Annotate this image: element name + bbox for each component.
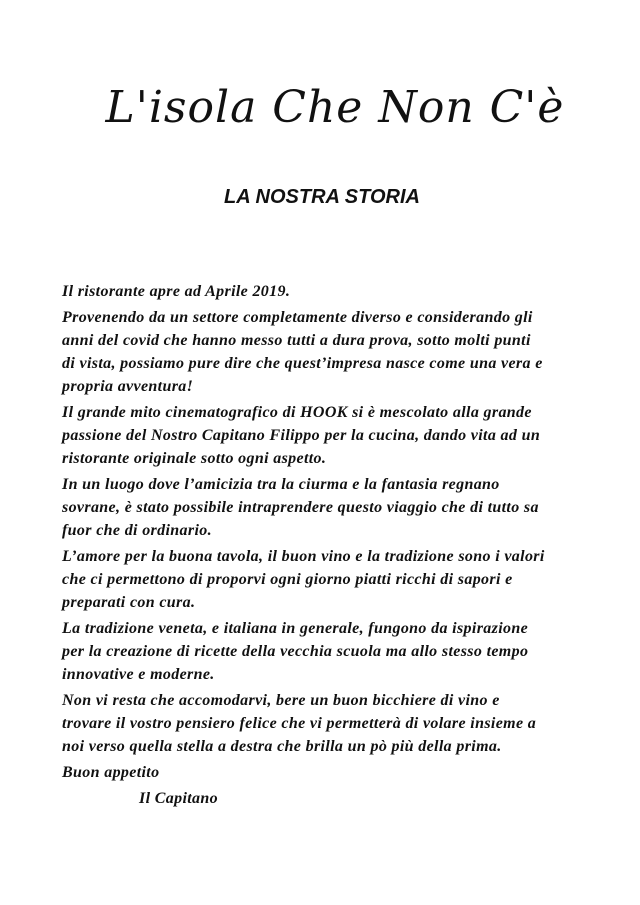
text-line: innovative e moderne.	[62, 666, 215, 683]
restaurant-title: L'isola Che Non C'è	[105, 82, 565, 133]
story-paragraph	[62, 761, 622, 784]
text-line: L’amore per la buona tavola, il buon vino e la tradizione sono i valori	[62, 548, 545, 565]
text-line: che ci permettono di proporvi ogni giorno piatti ricchi di sapori e	[62, 571, 513, 588]
text-line: Il ristorante apre ad Aprile 2019.	[62, 283, 291, 300]
text-line: di vista, possiamo pure dire che quest’impresa nasce come una vera e	[62, 355, 543, 372]
story-paragraph	[62, 545, 622, 614]
text-line: sovrane, è stato possibile intraprendere questo viaggio che di tutto sa	[62, 499, 539, 516]
text-line: Non vi resta che accomodarvi, bere un buon bicchiere di vino e	[62, 692, 500, 709]
story-paragraph	[62, 473, 622, 542]
story-paragraph	[62, 689, 622, 758]
section-heading: LA NOSTRA STORIA	[224, 186, 420, 208]
story-paragraph	[62, 280, 622, 303]
text-line: noi verso quella stella a destra che brilla un pò più della prima.	[62, 738, 502, 755]
story-text	[62, 280, 622, 813]
story-paragraph	[62, 306, 622, 398]
story-paragraph	[62, 401, 622, 470]
text-line: preparati con cura.	[62, 594, 196, 611]
text-line: trovare il vostro pensiero felice che vi permetterà di volare insieme a	[62, 715, 537, 732]
text-line: ristorante originale sotto ogni aspetto.	[62, 450, 327, 467]
text-line: La tradizione veneta, e italiana in generale, fungono da ispirazione	[62, 620, 529, 637]
signature: Il Capitano	[139, 790, 218, 807]
text-line: anni del covid che hanno messo tutti a dura prova, sotto molti punti	[62, 332, 531, 349]
story-paragraph	[62, 617, 622, 686]
text-line: fuor che di ordinario.	[62, 522, 212, 539]
text-line: passione del Nostro Capitano Filippo per la cucina, dando vita ad un	[62, 427, 541, 444]
text-line: propria avventura!	[62, 378, 194, 395]
text-line: Il grande mito cinematografico di HOOK si è mescolato alla grande	[62, 404, 532, 421]
text-line: per la creazione di ricette della vecchia scuola ma allo stesso tempo	[62, 643, 529, 660]
text-line: Provenendo da un settore completamente diverso e considerando gli	[62, 309, 533, 326]
text-line: In un luogo dove l’amicizia tra la ciurma e la fantasia regnano	[62, 476, 500, 493]
text-line: Buon appetito	[62, 764, 160, 781]
